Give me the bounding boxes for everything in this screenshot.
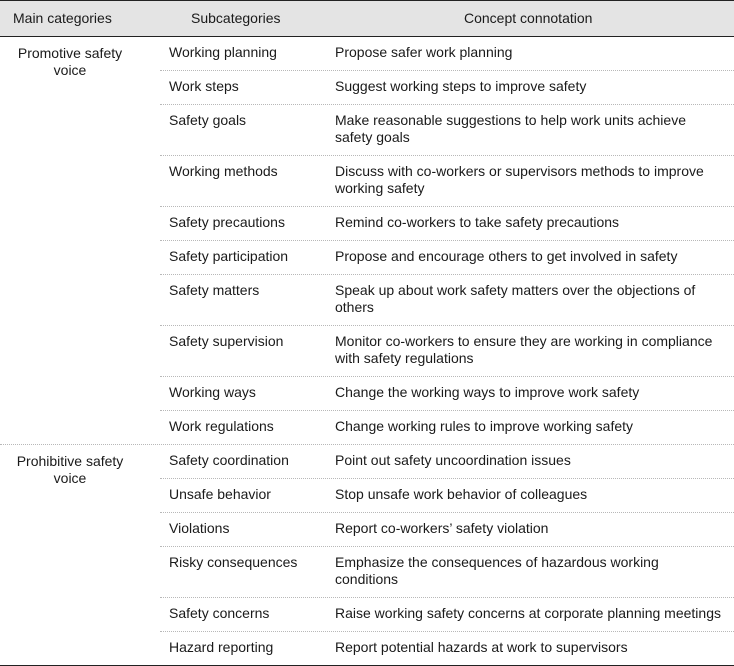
table-row: [160, 105, 734, 156]
table-row: [160, 241, 734, 275]
concept-cell: Speak up about work safety matters over the objections of others: [335, 282, 696, 315]
table-row: [160, 632, 734, 665]
table-row: [160, 156, 734, 207]
table-row: [160, 71, 734, 105]
category-group: [0, 37, 734, 444]
subcategory-cell: Safety supervision: [169, 333, 284, 349]
subcategory-cell: Work regulations: [169, 418, 274, 434]
table-body: [0, 37, 734, 665]
subcategory-cell: Unsafe behavior: [169, 486, 271, 502]
table-row: [160, 547, 734, 598]
header-main-categories: Main categories: [13, 10, 112, 26]
table-row: [160, 598, 734, 632]
header-concept-connotation: Concept connotation: [464, 10, 593, 26]
subcategory-cell: Working planning: [169, 44, 277, 60]
subcategory-cell: Safety precautions: [169, 214, 285, 230]
subcategory-cell: Safety matters: [169, 282, 260, 298]
concept-cell: Change the working ways to improve work safety: [335, 384, 640, 400]
subcategory-cell: Safety concerns: [169, 605, 270, 621]
concept-cell: Propose safer work planning: [335, 44, 513, 60]
subcategory-cell: Hazard reporting: [169, 639, 274, 655]
subcategory-cell: Work steps: [169, 78, 239, 94]
subcategory-cell: Working methods: [169, 163, 278, 179]
table-row: [160, 326, 734, 377]
concept-cell: Make reasonable suggestions to help work units achieve safety goals: [335, 112, 686, 145]
table-row: [160, 37, 734, 71]
subcategory-cell: Working ways: [169, 384, 256, 400]
main-category-cell: Promotive safety voice: [17, 45, 123, 78]
concept-cell: Report co-workers’ safety violation: [335, 520, 549, 536]
concept-cell: Stop unsafe work behavior of colleagues: [335, 486, 588, 502]
table-row: [160, 377, 734, 411]
concept-cell: Suggest working steps to improve safety: [335, 78, 587, 94]
concept-cell: Discuss with co-workers or supervisors methods to improve working safety: [335, 163, 704, 196]
table-header: [0, 0, 734, 37]
table-row: [160, 411, 734, 444]
table-row: [160, 513, 734, 547]
concept-cell: Propose and encourage others to get involved in safety: [335, 248, 678, 264]
concept-cell: Raise working safety concerns at corporate planning meetings: [335, 605, 721, 621]
category-group: [0, 445, 734, 665]
table-row: [160, 275, 734, 326]
subcategory-cell: Risky consequences: [169, 554, 298, 570]
subcategory-cell: Violations: [169, 520, 230, 536]
subcategory-cell: Safety participation: [169, 248, 289, 264]
concept-cell: Report potential hazards at work to supervisors: [335, 639, 628, 655]
subcategory-cell: Safety goals: [169, 112, 247, 128]
main-category-cell: Prohibitive safety voice: [16, 453, 124, 486]
concept-cell: Change working rules to improve working safety: [335, 418, 634, 434]
table-row: [160, 479, 734, 513]
concept-cell: Emphasize the consequences of hazardous working conditions: [335, 554, 659, 587]
concept-cell: Remind co-workers to take safety precautions: [335, 214, 620, 230]
concept-cell: Monitor co-workers to ensure they are working in compliance with safety regulations: [335, 333, 713, 366]
table-row: [160, 445, 734, 479]
subcategory-cell: Safety coordination: [169, 452, 289, 468]
table-row: [160, 207, 734, 241]
concept-cell: Point out safety uncoordination issues: [335, 452, 571, 468]
header-subcategories: Subcategories: [191, 10, 281, 26]
